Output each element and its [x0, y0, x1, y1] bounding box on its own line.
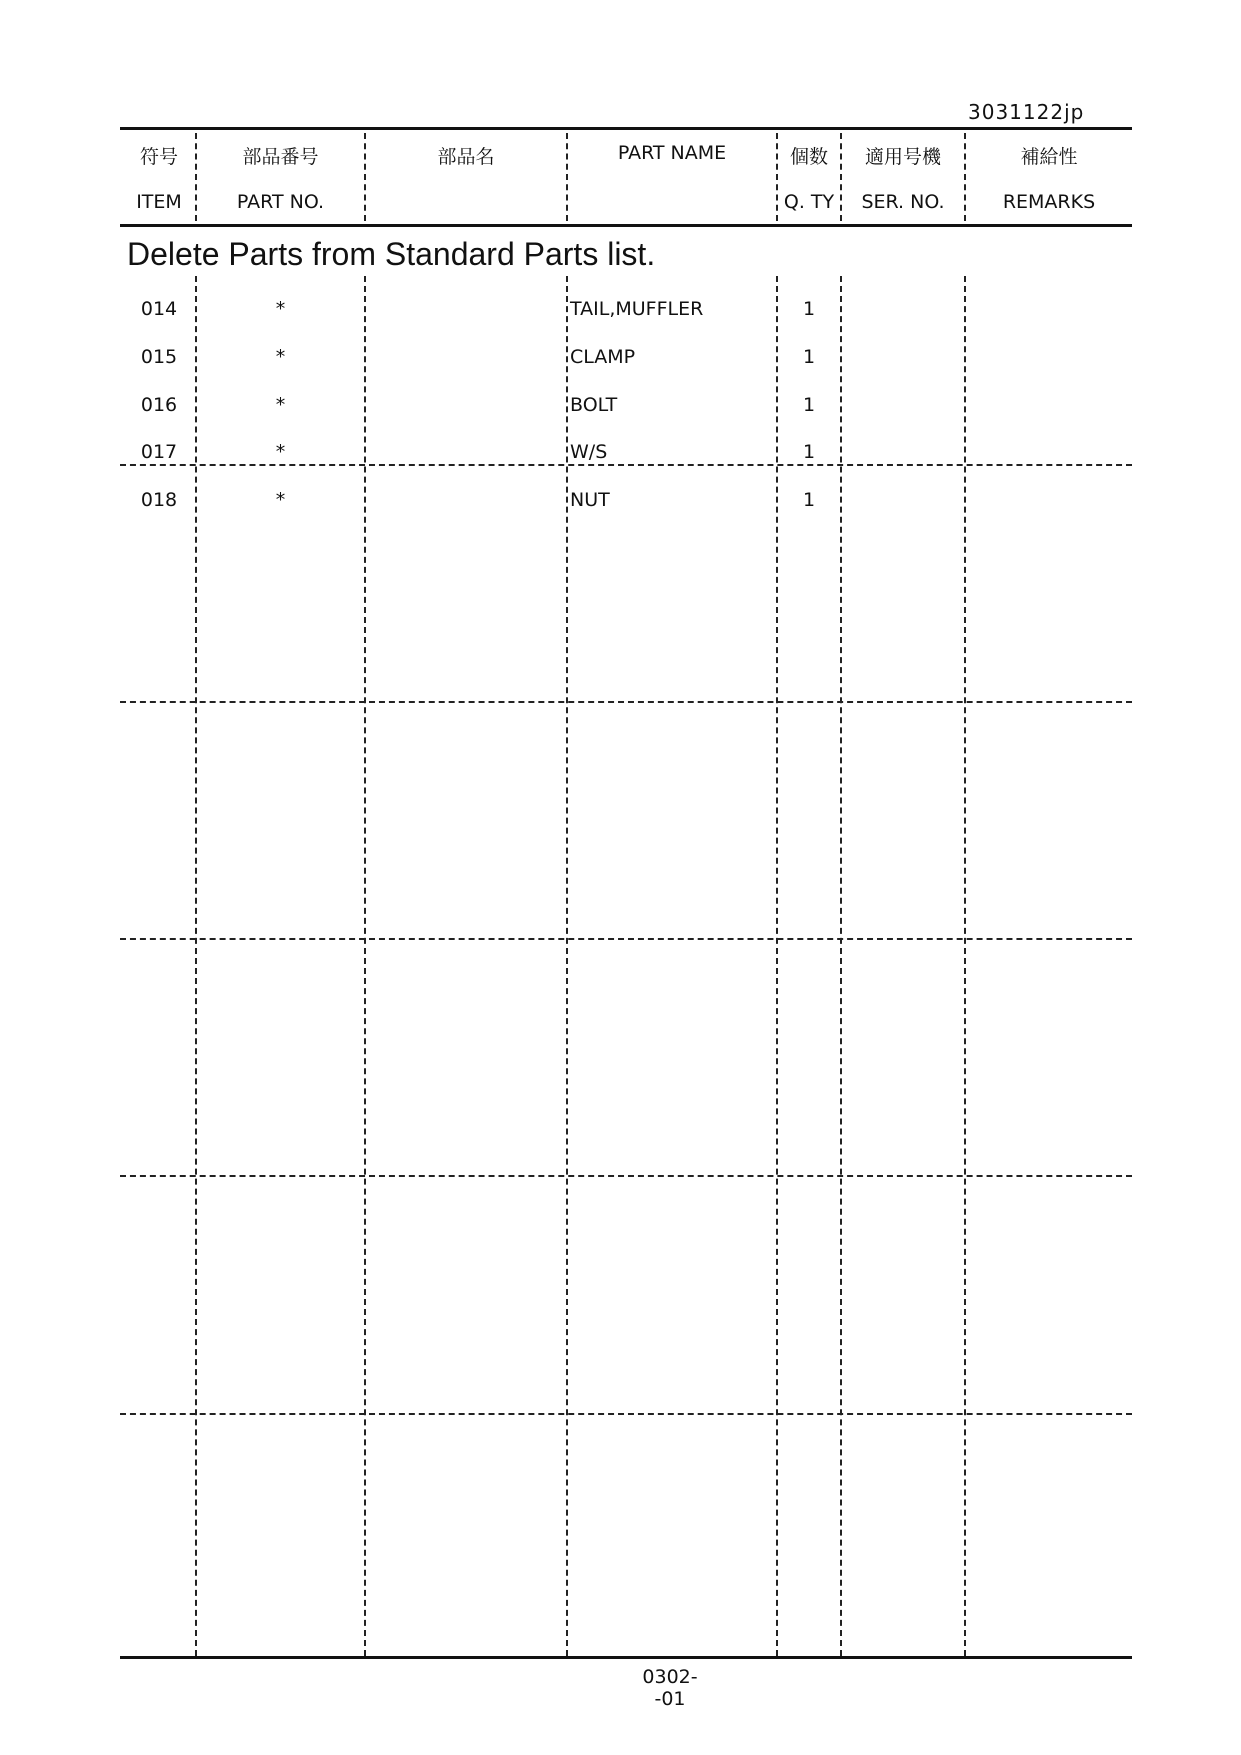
- group-separator: [120, 701, 1132, 703]
- header-remarks-en: REMARKS: [1002, 191, 1096, 213]
- header-part-name-jp: 部品名: [437, 146, 495, 168]
- item-number: 016: [140, 394, 178, 416]
- group-separator: [120, 464, 1132, 466]
- group-separator: [120, 1175, 1132, 1177]
- column-separator: [964, 276, 966, 1656]
- quantity: 1: [802, 346, 816, 368]
- quantity: 1: [802, 441, 816, 463]
- quantity: 1: [802, 394, 816, 416]
- header-part-no-jp: 部品番号: [242, 146, 319, 168]
- header-top-rule: [120, 127, 1132, 130]
- column-separator: [840, 276, 842, 1656]
- item-number: 014: [140, 298, 178, 320]
- document-code: 3031122jp: [968, 100, 1085, 124]
- part-number: *: [275, 489, 286, 511]
- header-part-name-en: PART NAME: [617, 142, 727, 164]
- part-name: TAIL,MUFFLER: [570, 298, 704, 320]
- quantity: 1: [802, 298, 816, 320]
- header-part-no-en: PART NO.: [236, 191, 325, 213]
- item-number: 015: [140, 346, 178, 368]
- part-name: NUT: [570, 489, 610, 511]
- header-ser-no-jp: 適用号機: [864, 146, 941, 168]
- column-separator: [364, 276, 366, 1656]
- header-remarks-jp: 補給性: [1020, 146, 1078, 168]
- column-separator: [195, 276, 197, 1656]
- part-number: *: [275, 346, 286, 368]
- part-number: *: [275, 441, 286, 463]
- group-separator: [120, 1413, 1132, 1415]
- item-number: 017: [140, 441, 178, 463]
- header-qty-en: Q. TY: [783, 191, 835, 213]
- footer-rule: [120, 1656, 1132, 1659]
- part-name: BOLT: [570, 394, 618, 416]
- item-number: 018: [140, 489, 178, 511]
- part-number: *: [275, 298, 286, 320]
- header-qty-jp: 個数: [789, 146, 828, 168]
- header-item-en: ITEM: [136, 191, 182, 213]
- part-name: W/S: [570, 441, 608, 463]
- header-bottom-rule: [120, 224, 1132, 227]
- column-separator: [566, 276, 568, 1656]
- part-name: CLAMP: [570, 346, 636, 368]
- header-ser-no-en: SER. NO.: [861, 191, 945, 213]
- part-number: *: [275, 394, 286, 416]
- group-separator: [120, 938, 1132, 940]
- page-number: 0302--01: [642, 1666, 698, 1710]
- header-item-jp: 符号: [139, 146, 178, 168]
- section-title: Delete Parts from Standard Parts list.: [127, 236, 656, 272]
- quantity: 1: [802, 489, 816, 511]
- column-separator: [776, 276, 778, 1656]
